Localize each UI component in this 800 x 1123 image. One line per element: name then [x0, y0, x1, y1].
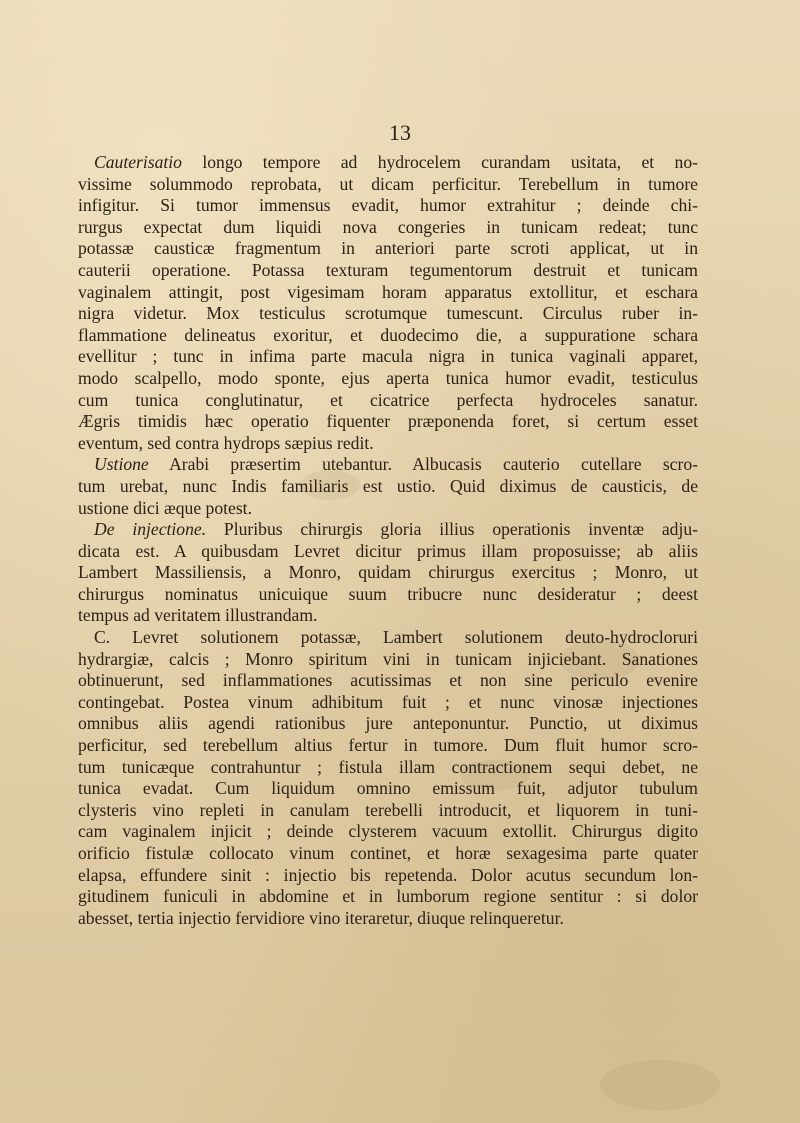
- body-text: [78, 152, 698, 929]
- line-text: cauterii operatione. Potassa texturam tegumentorum destruit et tunicam: [78, 259, 698, 280]
- page-number: 13: [389, 120, 411, 145]
- line-text: flammatione delineatus exoritur, et duodecimo die, a suppuratione schara: [78, 324, 698, 345]
- text-line: [78, 195, 698, 217]
- line-text: eventum, sed contra hydrops sæpius redit.: [78, 432, 374, 453]
- text-line: [78, 541, 698, 563]
- line-text: tempus ad veritatem illustrandam.: [78, 605, 318, 626]
- text-line: [78, 433, 698, 455]
- line-text: Pluribus chirurgis gloria illius operationis inventæ adju-: [206, 519, 698, 540]
- italic-lead-term: De injectione.: [94, 519, 207, 540]
- line-text: vaginalem attingit, post vigesimam horam apparatus extollitur, et eschara: [78, 281, 698, 302]
- text-line: [78, 649, 698, 671]
- line-text: elapsa, effundere sinit : injectio bis repetenda. Dolor acutus secundum lon-: [78, 864, 698, 885]
- line-text: tunica evadat. Cum liquidum omnino emissum fuit, adjutor tubulum: [78, 778, 698, 799]
- text-line: [78, 605, 698, 627]
- text-line: [78, 282, 698, 304]
- line-text: cam vaginalem injicit ; deinde clysterem vacuum extollit. Chirurgus digito: [78, 821, 698, 842]
- line-text: rurgus expectat dum liquidi nova congeries in tunicam redeat; tunc: [78, 216, 698, 237]
- text-line: [78, 735, 698, 757]
- text-line: [78, 174, 698, 196]
- text-line: [78, 476, 698, 498]
- italic-lead-term: Cauterisatio: [94, 152, 182, 172]
- line-text: cum tunica conglutinatur, et cicatrice perfecta hydroceles sanatur.: [78, 389, 698, 410]
- text-line: [78, 865, 698, 887]
- text-line: [78, 821, 698, 843]
- line-text: orificio fistulæ collocato vinum continet, et horæ sexagesima parte quater: [78, 843, 698, 863]
- text-line: [78, 627, 698, 649]
- line-text: omnibus aliis agendi rationibus jure anteponuntur. Punctio, ut diximus: [78, 713, 698, 734]
- text-line: [78, 584, 698, 606]
- text-line: [78, 217, 698, 239]
- line-text: modo scalpello, modo sponte, ejus aperta tunica humor evadit, testiculus: [78, 367, 698, 388]
- line-text: Ægris timidis hæc operatio fiquenter præponenda foret, si certum esset: [78, 411, 698, 432]
- line-text: Lambert Massiliensis, a Monro, quidam chirurgus exercitus ; Monro, ut: [78, 562, 698, 583]
- line-text: potassæ causticæ fragmentum in anteriori parte scroti applicat, ut in: [78, 238, 698, 259]
- text-line: [78, 368, 698, 390]
- text-line: [78, 692, 698, 714]
- line-text: Arabi præsertim utebantur. Albucasis cauterio cutellare scro-: [148, 454, 698, 475]
- text-line: [78, 152, 698, 174]
- line-text: tum urebat, nunc Indis familiaris est ustio. Quid diximus de causticis, de: [78, 475, 698, 496]
- text-line: [78, 303, 698, 325]
- line-text: contingebat. Postea vinum adhibitum fuit ; et nunc vinosæ injectiones: [78, 691, 698, 712]
- line-text: hydrargiæ, calcis ; Monro spiritum vini in tunicam injiciebant. Sanationes: [78, 648, 698, 669]
- text-line: [78, 757, 698, 779]
- text-line: [78, 390, 698, 412]
- line-text: perficitur, sed terebellum altius fertur in tumore. Dum fluit humor scro-: [78, 735, 698, 756]
- line-text: obtinuerunt, sed inflammationes acutissimas et non sine periculo evenire: [78, 670, 698, 691]
- line-text: dicata est. A quibusdam Levret dicitur primus illam proposuisse; ab aliis: [78, 540, 698, 561]
- text-line: [78, 346, 698, 368]
- text-line: [78, 908, 698, 930]
- text-line: [78, 260, 698, 282]
- text-line: [78, 670, 698, 692]
- line-text: longo tempore ad hydrocelem curandam usitata, et no-: [181, 152, 698, 172]
- text-line: [78, 519, 698, 541]
- text-line: [78, 411, 698, 433]
- line-text: evellitur ; tunc in infima parte macula nigra in tunica vaginali apparet,: [78, 346, 698, 367]
- text-line: [78, 325, 698, 347]
- italic-lead-term: Ustione: [94, 454, 149, 475]
- text-line: [78, 800, 698, 822]
- text-line: [78, 886, 698, 908]
- line-text: nigra videtur. Mox testiculus scrotumque tumescunt. Circulus ruber in-: [78, 303, 698, 324]
- text-line: [78, 454, 698, 476]
- line-text: ustione dici æque potest.: [78, 497, 252, 518]
- line-text: gitudinem funiculi in abdomine et in lumborum regione sentitur : si dolor: [78, 886, 698, 907]
- text-line: [78, 713, 698, 735]
- text-line: [78, 498, 698, 520]
- line-text: infigitur. Si tumor immensus evadit, humor extrahitur ; deinde chi-: [78, 195, 698, 216]
- line-text: clysteris vino repleti in canulam terebelli introducit, et liquorem in tuni-: [78, 799, 698, 820]
- line-text: vissime solummodo reprobata, ut dicam perficitur. Terebellum in tumore: [78, 173, 698, 194]
- line-text: chirurgus nominatus unicuique suum tribucre nunc desideratur ; deest: [78, 583, 698, 604]
- line-text: C. Levret solutionem potassæ, Lambert solutionem deuto-hydrocloruri: [94, 627, 698, 648]
- paper-stain: [600, 1060, 720, 1110]
- text-line: [78, 562, 698, 584]
- text-line: [78, 778, 698, 800]
- line-text: tum tunicæque contrahuntur ; fistula illam contractionem sequi debet, ne: [78, 756, 698, 777]
- line-text: abesset, tertia injectio fervidiore vino iteraretur, diuque relinqueretur.: [78, 907, 564, 928]
- text-line: [78, 843, 698, 865]
- text-line: [78, 238, 698, 260]
